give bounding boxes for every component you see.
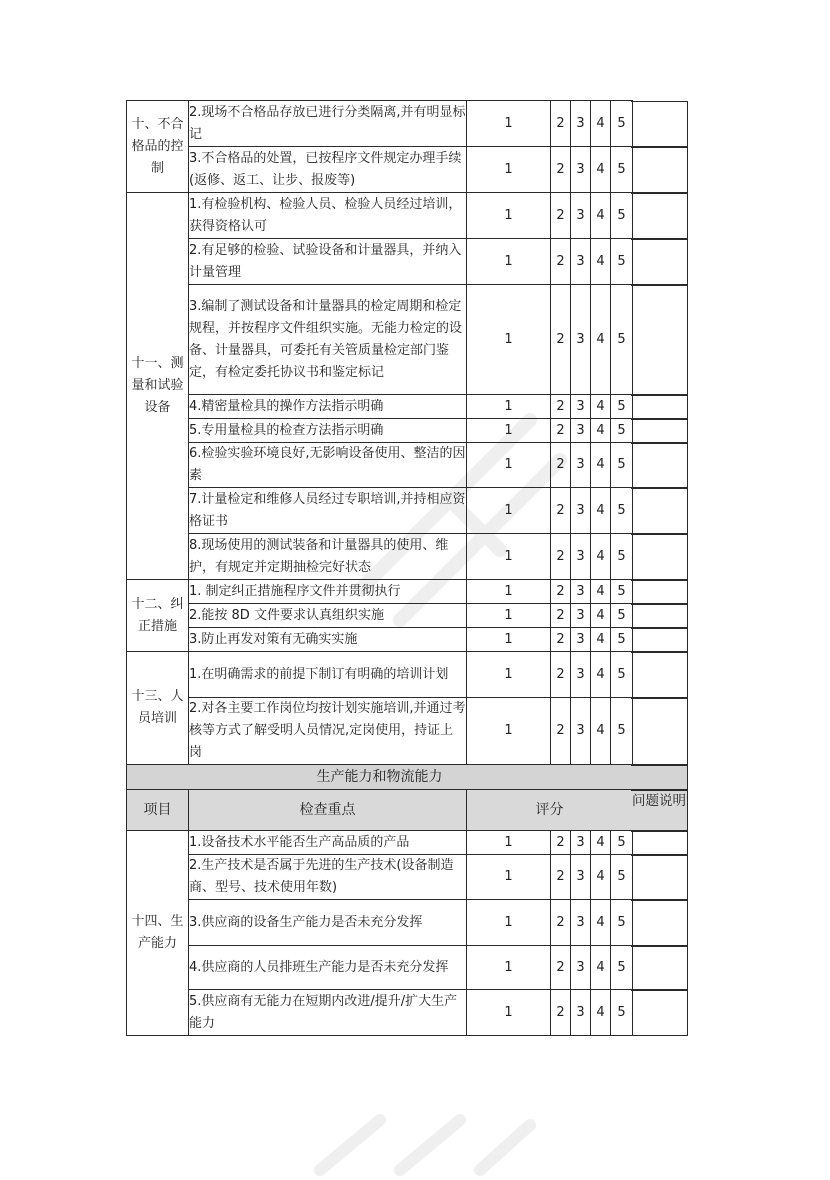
check-item-text: 1.设备技术水平能否生产高品质的产品 xyxy=(189,831,467,855)
top-section-body xyxy=(127,101,633,765)
note-cell[interactable] xyxy=(631,628,688,652)
group-label: 十三、人员培训 xyxy=(127,652,189,765)
score-option-5[interactable]: 5 xyxy=(611,101,633,147)
score-option-2[interactable]: 2 xyxy=(551,147,571,193)
group-label: 十四、生产能力 xyxy=(127,831,189,1036)
score-option-3[interactable]: 3 xyxy=(571,580,591,604)
score-option-4[interactable]: 4 xyxy=(591,193,611,239)
score-option-5[interactable]: 5 xyxy=(611,604,633,628)
score-option-5[interactable]: 5 xyxy=(611,534,633,580)
score-option-2[interactable]: 2 xyxy=(551,652,571,698)
score-option-4[interactable]: 4 xyxy=(591,580,611,604)
score-option-2[interactable]: 2 xyxy=(551,488,571,534)
check-item-text: 4.精密量检具的操作方法指示明确 xyxy=(189,395,467,419)
score-option-5[interactable]: 5 xyxy=(611,990,633,1036)
checklist-row xyxy=(127,990,633,1036)
score-option-1[interactable]: 1 xyxy=(467,147,551,193)
score-option-5[interactable]: 5 xyxy=(611,193,633,239)
score-option-3[interactable]: 3 xyxy=(571,285,591,395)
score-option-4[interactable]: 4 xyxy=(591,652,611,698)
score-option-3[interactable]: 3 xyxy=(571,193,591,239)
header-focus: 检查重点 xyxy=(189,790,467,831)
checklist-row xyxy=(127,628,633,652)
score-option-2[interactable]: 2 xyxy=(551,419,571,443)
score-option-2[interactable]: 2 xyxy=(551,604,571,628)
note-cell[interactable] xyxy=(631,698,688,765)
score-option-4[interactable]: 4 xyxy=(591,239,611,285)
score-option-4[interactable]: 4 xyxy=(591,488,611,534)
checklist-row xyxy=(127,604,633,628)
score-option-1[interactable]: 1 xyxy=(467,239,551,285)
score-option-1[interactable]: 1 xyxy=(467,193,551,239)
section-header-row xyxy=(127,765,633,790)
score-option-1[interactable]: 1 xyxy=(467,990,551,1036)
check-item-text: 6.检验实验环境良好,无影响设备使用、整洁的因素 xyxy=(189,443,467,488)
score-option-4[interactable]: 4 xyxy=(591,419,611,443)
checklist-row xyxy=(127,443,633,488)
check-item-text: 1.在明确需求的前提下制订有明确的培训计划 xyxy=(189,652,467,698)
check-item-text: 3.编制了测试设备和计量器具的检定周期和检定规程，并按程序文件组织实施。无能力检定的设备、计量器具，可委托有关管质量检定部门鉴定，有检定委托协议书和鉴定标记 xyxy=(189,285,467,395)
score-option-4[interactable]: 4 xyxy=(591,395,611,419)
score-option-3[interactable]: 3 xyxy=(571,488,591,534)
score-option-3[interactable]: 3 xyxy=(571,419,591,443)
note-cell[interactable] xyxy=(631,147,688,193)
section-title-extension xyxy=(631,765,688,790)
column-header-row xyxy=(127,790,633,831)
checklist-row xyxy=(127,395,633,419)
score-option-3[interactable]: 3 xyxy=(571,239,591,285)
checklist-row xyxy=(127,946,633,990)
score-option-1[interactable]: 1 xyxy=(467,580,551,604)
checklist-row xyxy=(127,855,633,900)
score-option-3[interactable]: 3 xyxy=(571,443,591,488)
score-option-1[interactable]: 1 xyxy=(467,443,551,488)
score-option-2[interactable]: 2 xyxy=(551,193,571,239)
score-option-5[interactable]: 5 xyxy=(611,147,633,193)
score-option-2[interactable]: 2 xyxy=(551,698,571,765)
check-item-text: 3.供应商的设备生产能力是否未充分发挥 xyxy=(189,900,467,946)
score-option-3[interactable]: 3 xyxy=(571,147,591,193)
note-cell[interactable] xyxy=(631,990,688,1036)
watermark-graphic xyxy=(300,1110,540,1180)
score-option-1[interactable]: 1 xyxy=(467,395,551,419)
score-option-5[interactable]: 5 xyxy=(611,900,633,946)
score-option-4[interactable]: 4 xyxy=(591,101,611,147)
checklist-row xyxy=(127,900,633,946)
score-option-3[interactable]: 3 xyxy=(571,101,591,147)
checklist-row xyxy=(127,831,633,855)
score-option-1[interactable]: 1 xyxy=(467,831,551,855)
score-option-3[interactable]: 3 xyxy=(571,698,591,765)
group-label: 十、不合格品的控制 xyxy=(127,101,189,193)
score-option-5[interactable]: 5 xyxy=(611,652,633,698)
checklist-row xyxy=(127,652,633,698)
checklist-row xyxy=(127,239,633,285)
checklist-row xyxy=(127,285,633,395)
score-option-1[interactable]: 1 xyxy=(467,628,551,652)
score-option-3[interactable]: 3 xyxy=(571,604,591,628)
note-cell[interactable] xyxy=(631,101,688,147)
score-option-5[interactable]: 5 xyxy=(611,395,633,419)
score-option-1[interactable]: 1 xyxy=(467,419,551,443)
score-option-4[interactable]: 4 xyxy=(591,628,611,652)
bottom-section-body xyxy=(127,831,633,1036)
score-option-3[interactable]: 3 xyxy=(571,946,591,990)
check-item-text: 2.能按 8D 文件要求认真组织实施 xyxy=(189,604,467,628)
header-note: 问题说明 xyxy=(631,790,688,831)
checklist-row xyxy=(127,419,633,443)
score-option-3[interactable]: 3 xyxy=(571,855,591,900)
score-option-2[interactable]: 2 xyxy=(551,395,571,419)
check-item-text: 2.现场不合格品存放已进行分类隔离,并有明显标记 xyxy=(189,101,467,147)
note-cell[interactable] xyxy=(631,419,688,443)
score-option-4[interactable]: 4 xyxy=(591,147,611,193)
check-item-text: 8.现场使用的测试装备和计量器具的使用、维护，有规定并定期抽检完好状态 xyxy=(189,534,467,580)
check-item-text: 3.不合格品的处置，已按程序文件规定办理手续(返修、返工、让步、报废等) xyxy=(189,147,467,193)
checklist-row xyxy=(127,147,633,193)
score-option-5[interactable]: 5 xyxy=(611,580,633,604)
checklist-row xyxy=(127,488,633,534)
note-cell[interactable] xyxy=(631,443,688,488)
check-item-text: 7.计量检定和维修人员经过专职培训,并持相应资格证书 xyxy=(189,488,467,534)
check-item-text: 2.有足够的检验、试验设备和计量器具，并纳入计量管理 xyxy=(189,239,467,285)
note-cell[interactable] xyxy=(631,395,688,419)
score-option-2[interactable]: 2 xyxy=(551,946,571,990)
check-item-text: 5.专用量检具的检查方法指示明确 xyxy=(189,419,467,443)
score-option-4[interactable]: 4 xyxy=(591,534,611,580)
check-item-text: 5.供应商有无能力在短期内改进/提升/扩大生产能力 xyxy=(189,990,467,1036)
score-option-5[interactable]: 5 xyxy=(611,855,633,900)
score-option-2[interactable]: 2 xyxy=(551,580,571,604)
score-option-1[interactable]: 1 xyxy=(467,488,551,534)
score-option-5[interactable]: 5 xyxy=(611,239,633,285)
score-option-2[interactable]: 2 xyxy=(551,285,571,395)
score-option-4[interactable]: 4 xyxy=(591,900,611,946)
score-option-4[interactable]: 4 xyxy=(591,831,611,855)
score-option-1[interactable]: 1 xyxy=(467,652,551,698)
note-cell[interactable] xyxy=(631,604,688,628)
score-option-5[interactable]: 5 xyxy=(611,628,633,652)
score-option-1[interactable]: 1 xyxy=(467,604,551,628)
score-option-3[interactable]: 3 xyxy=(571,831,591,855)
score-option-2[interactable]: 2 xyxy=(551,831,571,855)
score-option-5[interactable]: 5 xyxy=(611,698,633,765)
check-item-text: 2.生产技术是否属于先进的生产技术(设备制造商、型号、技术使用年数) xyxy=(189,855,467,900)
checklist-row xyxy=(127,580,633,604)
score-option-4[interactable]: 4 xyxy=(591,946,611,990)
note-cell[interactable] xyxy=(631,193,688,239)
note-cell[interactable] xyxy=(631,855,688,900)
header-score: 评分 xyxy=(467,790,633,831)
note-cell[interactable] xyxy=(631,534,688,580)
score-option-3[interactable]: 3 xyxy=(571,534,591,580)
score-option-2[interactable]: 2 xyxy=(551,628,571,652)
check-item-text: 2.对各主要工作岗位均按计划实施培训,并通过考核等方式了解受明人员情况,定岗使用，持证上岗 xyxy=(189,698,467,765)
capacity-section xyxy=(127,765,633,831)
audit-checklist-table xyxy=(126,100,633,1036)
score-option-1[interactable]: 1 xyxy=(467,285,551,395)
note-cell[interactable] xyxy=(631,239,688,285)
checklist-row xyxy=(127,101,633,147)
checklist-row xyxy=(127,193,633,239)
score-option-2[interactable]: 2 xyxy=(551,990,571,1036)
score-option-2[interactable]: 2 xyxy=(551,443,571,488)
score-option-3[interactable]: 3 xyxy=(571,395,591,419)
note-cell[interactable] xyxy=(631,285,688,395)
score-option-3[interactable]: 3 xyxy=(571,628,591,652)
score-option-2[interactable]: 2 xyxy=(551,855,571,900)
note-cell[interactable] xyxy=(631,900,688,946)
score-option-1[interactable]: 1 xyxy=(467,900,551,946)
score-option-5[interactable]: 5 xyxy=(611,419,633,443)
check-item-text: 3.防止再发对策有无确实实施 xyxy=(189,628,467,652)
score-option-3[interactable]: 3 xyxy=(571,990,591,1036)
score-option-3[interactable]: 3 xyxy=(571,900,591,946)
check-item-text: 1. 制定纠正措施程序文件并贯彻执行 xyxy=(189,580,467,604)
score-option-5[interactable]: 5 xyxy=(611,285,633,395)
score-option-5[interactable]: 5 xyxy=(611,443,633,488)
section-title: 生产能力和物流能力 xyxy=(127,765,633,790)
score-option-1[interactable]: 1 xyxy=(467,946,551,990)
note-cell[interactable] xyxy=(631,946,688,990)
score-option-2[interactable]: 2 xyxy=(551,239,571,285)
score-option-4[interactable]: 4 xyxy=(591,285,611,395)
score-option-4[interactable]: 4 xyxy=(591,855,611,900)
header-item: 项目 xyxy=(127,790,189,831)
score-option-5[interactable]: 5 xyxy=(611,831,633,855)
note-cell[interactable] xyxy=(631,652,688,698)
score-option-2[interactable]: 2 xyxy=(551,101,571,147)
score-option-1[interactable]: 1 xyxy=(467,534,551,580)
score-option-5[interactable]: 5 xyxy=(611,946,633,990)
note-cell[interactable] xyxy=(631,488,688,534)
score-option-1[interactable]: 1 xyxy=(467,101,551,147)
check-item-text: 4.供应商的人员排班生产能力是否未充分发挥 xyxy=(189,946,467,990)
score-option-2[interactable]: 2 xyxy=(551,534,571,580)
note-cell[interactable] xyxy=(631,580,688,604)
score-option-1[interactable]: 1 xyxy=(467,855,551,900)
note-cell[interactable] xyxy=(631,831,688,855)
score-option-4[interactable]: 4 xyxy=(591,698,611,765)
score-option-3[interactable]: 3 xyxy=(571,652,591,698)
group-label: 十二、纠正措施 xyxy=(127,580,189,652)
score-option-2[interactable]: 2 xyxy=(551,900,571,946)
score-option-5[interactable]: 5 xyxy=(611,488,633,534)
score-option-4[interactable]: 4 xyxy=(591,604,611,628)
check-item-text: 1.有检验机构、检验人员、检验人员经过培训，获得资格认可 xyxy=(189,193,467,239)
checklist-row xyxy=(127,698,633,765)
checklist-row xyxy=(127,534,633,580)
score-option-4[interactable]: 4 xyxy=(591,443,611,488)
score-option-1[interactable]: 1 xyxy=(467,698,551,765)
group-label: 十一、测量和试验设备 xyxy=(127,193,189,580)
score-option-4[interactable]: 4 xyxy=(591,990,611,1036)
